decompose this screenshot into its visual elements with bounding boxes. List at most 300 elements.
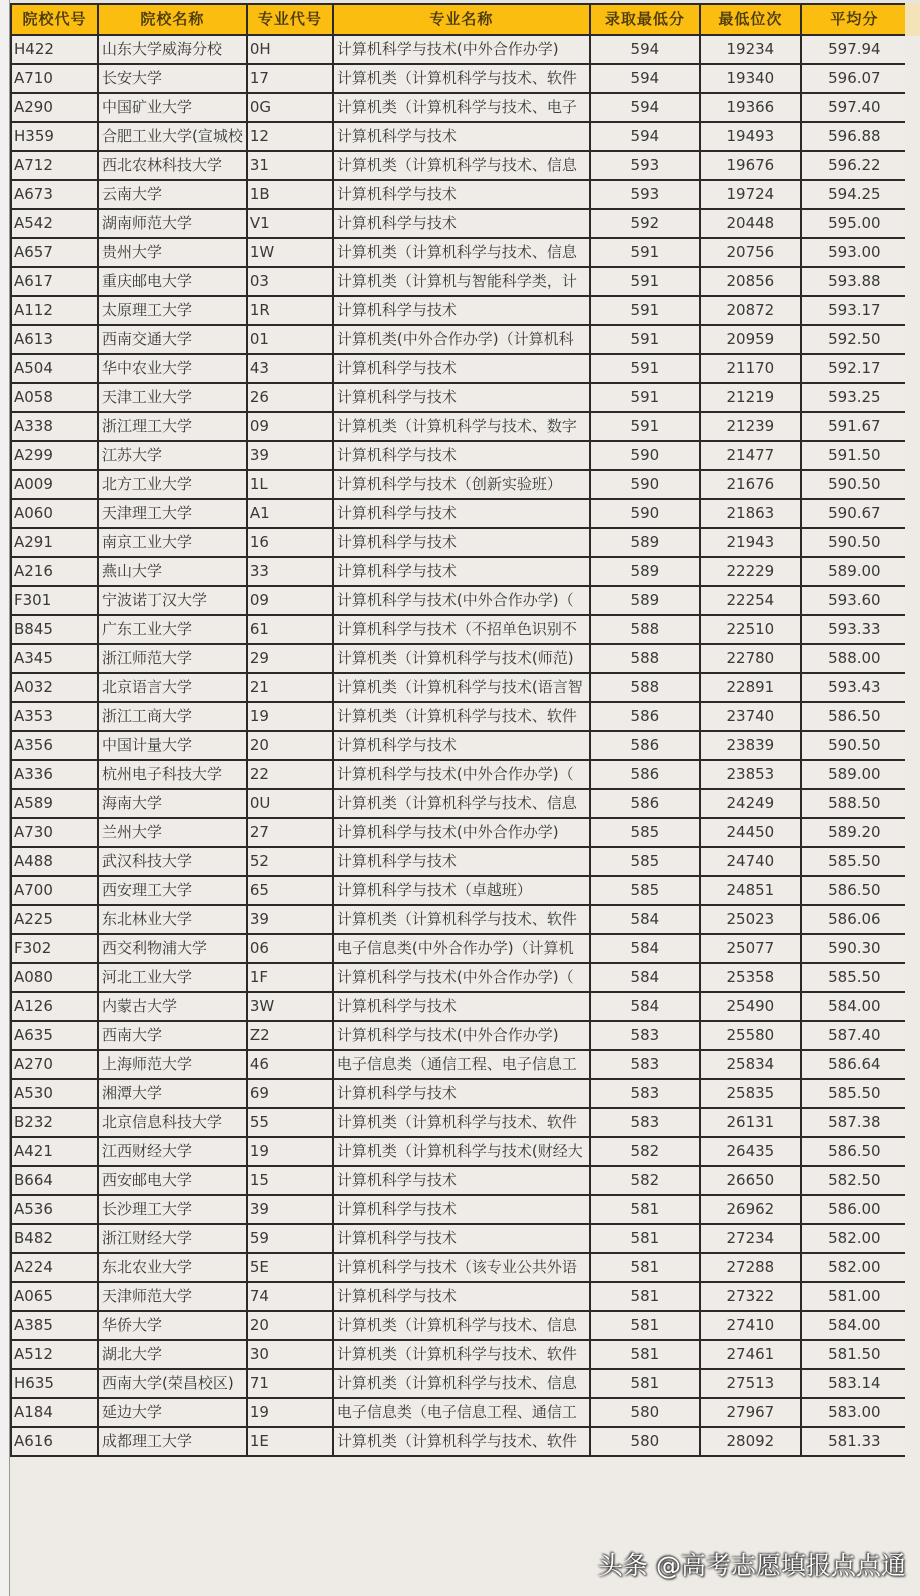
cell-major-name[interactable]: 计算机类（计算机与智能科学类，计 <box>333 267 590 296</box>
cell-school-code[interactable]: A421 <box>11 1137 98 1166</box>
cell-school-name[interactable]: 长安大学 <box>98 64 247 93</box>
cell-min-rank[interactable]: 25835 <box>700 1079 801 1108</box>
cell-school-code[interactable]: A060 <box>11 499 98 528</box>
cell-avg-score[interactable]: 584.00 <box>801 992 908 1021</box>
cell-school-name[interactable]: 华中农业大学 <box>98 354 247 383</box>
cell-major-name[interactable]: 计算机类（计算机科学与技术、信息 <box>333 151 590 180</box>
cell-school-name[interactable]: 北方工业大学 <box>98 470 247 499</box>
cell-school-code[interactable]: A290 <box>11 93 98 122</box>
cell-school-name[interactable]: 西南交通大学 <box>98 325 247 354</box>
cell-min-rank[interactable]: 22891 <box>700 673 801 702</box>
cell-min-score[interactable]: 594 <box>590 64 700 93</box>
cell-min-score[interactable]: 588 <box>590 615 700 644</box>
cell-min-rank[interactable]: 24249 <box>700 789 801 818</box>
cell-avg-score[interactable]: 594.25 <box>801 180 908 209</box>
cell-min-rank[interactable]: 27288 <box>700 1253 801 1282</box>
cell-avg-score[interactable]: 593.00 <box>801 238 908 267</box>
cell-major-code[interactable]: 39 <box>247 1195 333 1224</box>
cell-school-code[interactable]: A616 <box>11 1427 98 1456</box>
header-min-rank[interactable]: 最低位次 <box>700 4 801 35</box>
cell-school-name[interactable]: 宁波诺丁汉大学 <box>98 586 247 615</box>
cell-avg-score[interactable]: 593.60 <box>801 586 908 615</box>
cell-school-name[interactable]: 云南大学 <box>98 180 247 209</box>
cell-min-score[interactable]: 589 <box>590 557 700 586</box>
cell-school-name[interactable]: 湖南师范大学 <box>98 209 247 238</box>
cell-major-name[interactable]: 计算机科学与技术 <box>333 209 590 238</box>
cell-min-score[interactable]: 594 <box>590 93 700 122</box>
cell-avg-score[interactable]: 589.00 <box>801 557 908 586</box>
cell-min-rank[interactable]: 26131 <box>700 1108 801 1137</box>
cell-min-score[interactable]: 584 <box>590 992 700 1021</box>
header-school-name[interactable]: 院校名称 <box>98 4 247 35</box>
cell-school-code[interactable]: A530 <box>11 1079 98 1108</box>
cell-major-code[interactable]: 19 <box>247 1137 333 1166</box>
cell-avg-score[interactable]: 589.20 <box>801 818 908 847</box>
cell-min-score[interactable]: 590 <box>590 499 700 528</box>
cell-min-score[interactable]: 585 <box>590 818 700 847</box>
cell-min-score[interactable]: 590 <box>590 441 700 470</box>
cell-avg-score[interactable]: 590.67 <box>801 499 908 528</box>
cell-major-name[interactable]: 计算机科学与技术（不招单色识别不 <box>333 615 590 644</box>
cell-major-code[interactable]: 33 <box>247 557 333 586</box>
cell-min-rank[interactable]: 19366 <box>700 93 801 122</box>
cell-school-name[interactable]: 杭州电子科技大学 <box>98 760 247 789</box>
cell-school-name[interactable]: 西北农林科技大学 <box>98 151 247 180</box>
cell-avg-score[interactable]: 592.50 <box>801 325 908 354</box>
cell-min-score[interactable]: 594 <box>590 35 700 64</box>
cell-avg-score[interactable]: 581.33 <box>801 1427 908 1456</box>
cell-school-name[interactable]: 华侨大学 <box>98 1311 247 1340</box>
cell-major-name[interactable]: 计算机科学与技术 <box>333 847 590 876</box>
cell-major-name[interactable]: 计算机类（计算机科学与技术、数字 <box>333 412 590 441</box>
cell-avg-score[interactable]: 597.94 <box>801 35 908 64</box>
cell-min-rank[interactable]: 19676 <box>700 151 801 180</box>
cell-avg-score[interactable]: 596.88 <box>801 122 908 151</box>
cell-school-name[interactable]: 贵州大学 <box>98 238 247 267</box>
cell-major-code[interactable]: 1W <box>247 238 333 267</box>
cell-major-code[interactable]: V1 <box>247 209 333 238</box>
cell-major-code[interactable]: 30 <box>247 1340 333 1369</box>
cell-min-rank[interactable]: 19234 <box>700 35 801 64</box>
cell-school-name[interactable]: 西安理工大学 <box>98 876 247 905</box>
cell-min-rank[interactable]: 21477 <box>700 441 801 470</box>
cell-school-name[interactable]: 江西财经大学 <box>98 1137 247 1166</box>
cell-major-name[interactable]: 计算机类（计算机科学与技术、软件 <box>333 905 590 934</box>
cell-min-score[interactable]: 582 <box>590 1137 700 1166</box>
cell-major-name[interactable]: 计算机类（计算机科学与技术、软件 <box>333 1108 590 1137</box>
cell-avg-score[interactable]: 583.14 <box>801 1369 908 1398</box>
cell-school-name[interactable]: 上海师范大学 <box>98 1050 247 1079</box>
cell-major-code[interactable]: 52 <box>247 847 333 876</box>
cell-min-score[interactable]: 581 <box>590 1253 700 1282</box>
cell-school-name[interactable]: 湘潭大学 <box>98 1079 247 1108</box>
cell-avg-score[interactable]: 596.22 <box>801 151 908 180</box>
cell-school-code[interactable]: A345 <box>11 644 98 673</box>
cell-school-name[interactable]: 湖北大学 <box>98 1340 247 1369</box>
cell-min-rank[interactable]: 22254 <box>700 586 801 615</box>
cell-school-code[interactable]: F302 <box>11 934 98 963</box>
header-school-code[interactable]: 院校代号 <box>11 4 98 35</box>
cell-avg-score[interactable]: 587.38 <box>801 1108 908 1137</box>
cell-min-rank[interactable]: 20756 <box>700 238 801 267</box>
cell-major-code[interactable]: 46 <box>247 1050 333 1079</box>
cell-min-score[interactable]: 591 <box>590 296 700 325</box>
cell-major-name[interactable]: 计算机科学与技术 <box>333 992 590 1021</box>
cell-min-score[interactable]: 581 <box>590 1195 700 1224</box>
cell-school-code[interactable]: A710 <box>11 64 98 93</box>
cell-school-name[interactable]: 燕山大学 <box>98 557 247 586</box>
cell-school-name[interactable]: 西安邮电大学 <box>98 1166 247 1195</box>
cell-avg-score[interactable]: 590.50 <box>801 470 908 499</box>
cell-school-code[interactable]: A065 <box>11 1282 98 1311</box>
cell-major-name[interactable]: 计算机类（计算机科学与技术、软件 <box>333 1427 590 1456</box>
cell-school-name[interactable]: 天津师范大学 <box>98 1282 247 1311</box>
cell-major-code[interactable]: 20 <box>247 1311 333 1340</box>
cell-avg-score[interactable]: 587.40 <box>801 1021 908 1050</box>
cell-school-code[interactable]: A712 <box>11 151 98 180</box>
cell-major-code[interactable]: 71 <box>247 1369 333 1398</box>
cell-school-code[interactable]: A009 <box>11 470 98 499</box>
cell-major-code[interactable]: 06 <box>247 934 333 963</box>
cell-major-name[interactable]: 计算机科学与技术 <box>333 383 590 412</box>
cell-school-code[interactable]: A385 <box>11 1311 98 1340</box>
cell-school-code[interactable]: A184 <box>11 1398 98 1427</box>
cell-school-name[interactable]: 南京工业大学 <box>98 528 247 557</box>
cell-avg-score[interactable]: 593.25 <box>801 383 908 412</box>
cell-min-score[interactable]: 585 <box>590 876 700 905</box>
cell-school-code[interactable]: A299 <box>11 441 98 470</box>
cell-major-code[interactable]: 22 <box>247 760 333 789</box>
cell-min-score[interactable]: 591 <box>590 238 700 267</box>
cell-avg-score[interactable]: 584.00 <box>801 1311 908 1340</box>
cell-major-code[interactable]: 1E <box>247 1427 333 1456</box>
cell-major-code[interactable]: 5E <box>247 1253 333 1282</box>
cell-min-score[interactable]: 591 <box>590 325 700 354</box>
cell-min-rank[interactable]: 20872 <box>700 296 801 325</box>
cell-min-score[interactable]: 584 <box>590 934 700 963</box>
cell-min-score[interactable]: 591 <box>590 412 700 441</box>
cell-min-score[interactable]: 590 <box>590 470 700 499</box>
cell-school-name[interactable]: 北京语言大学 <box>98 673 247 702</box>
cell-school-code[interactable]: A353 <box>11 702 98 731</box>
cell-min-score[interactable]: 584 <box>590 905 700 934</box>
cell-min-rank[interactable]: 21863 <box>700 499 801 528</box>
cell-major-code[interactable]: 12 <box>247 122 333 151</box>
cell-min-score[interactable]: 586 <box>590 760 700 789</box>
cell-avg-score[interactable]: 590.50 <box>801 528 908 557</box>
cell-major-name[interactable]: 计算机科学与技术 <box>333 1282 590 1311</box>
cell-major-name[interactable]: 计算机科学与技术 <box>333 731 590 760</box>
cell-school-name[interactable]: 东北林业大学 <box>98 905 247 934</box>
cell-major-name[interactable]: 电子信息类（通信工程、电子信息工 <box>333 1050 590 1079</box>
cell-avg-score[interactable]: 597.40 <box>801 93 908 122</box>
cell-min-rank[interactable]: 27234 <box>700 1224 801 1253</box>
cell-major-name[interactable]: 计算机科学与技术 <box>333 354 590 383</box>
cell-major-code[interactable]: 20 <box>247 731 333 760</box>
cell-school-name[interactable]: 东北农业大学 <box>98 1253 247 1282</box>
cell-major-code[interactable]: 0U <box>247 789 333 818</box>
cell-min-rank[interactable]: 20448 <box>700 209 801 238</box>
cell-min-rank[interactable]: 23853 <box>700 760 801 789</box>
header-major-code[interactable]: 专业代号 <box>247 4 333 35</box>
cell-school-code[interactable]: A336 <box>11 760 98 789</box>
cell-min-score[interactable]: 581 <box>590 1224 700 1253</box>
cell-school-code[interactable]: A488 <box>11 847 98 876</box>
cell-school-name[interactable]: 天津理工大学 <box>98 499 247 528</box>
cell-major-code[interactable]: 09 <box>247 412 333 441</box>
cell-min-score[interactable]: 586 <box>590 789 700 818</box>
cell-major-code[interactable]: 31 <box>247 151 333 180</box>
cell-avg-score[interactable]: 581.00 <box>801 1282 908 1311</box>
cell-major-code[interactable]: 69 <box>247 1079 333 1108</box>
cell-avg-score[interactable]: 582.00 <box>801 1224 908 1253</box>
cell-avg-score[interactable]: 586.00 <box>801 1195 908 1224</box>
cell-min-score[interactable]: 583 <box>590 1079 700 1108</box>
cell-school-name[interactable]: 中国矿业大学 <box>98 93 247 122</box>
cell-school-code[interactable]: A589 <box>11 789 98 818</box>
cell-avg-score[interactable]: 583.00 <box>801 1398 908 1427</box>
cell-major-code[interactable]: A1 <box>247 499 333 528</box>
cell-school-code[interactable]: B232 <box>11 1108 98 1137</box>
cell-min-score[interactable]: 593 <box>590 151 700 180</box>
cell-major-name[interactable]: 计算机科学与技术（卓越班） <box>333 876 590 905</box>
cell-min-rank[interactable]: 27967 <box>700 1398 801 1427</box>
cell-major-code[interactable]: 19 <box>247 702 333 731</box>
cell-school-code[interactable]: B845 <box>11 615 98 644</box>
cell-major-code[interactable]: 43 <box>247 354 333 383</box>
cell-major-name[interactable]: 计算机科学与技术(中外合作办学)（ <box>333 760 590 789</box>
cell-min-rank[interactable]: 20856 <box>700 267 801 296</box>
cell-major-name[interactable]: 计算机科学与技术(中外合作办学) <box>333 818 590 847</box>
cell-major-name[interactable]: 计算机类（计算机科学与技术、信息 <box>333 1369 590 1398</box>
cell-avg-score[interactable]: 586.50 <box>801 1137 908 1166</box>
cell-avg-score[interactable]: 586.64 <box>801 1050 908 1079</box>
cell-avg-score[interactable]: 582.00 <box>801 1253 908 1282</box>
cell-avg-score[interactable]: 592.17 <box>801 354 908 383</box>
cell-min-rank[interactable]: 21943 <box>700 528 801 557</box>
cell-major-name[interactable]: 计算机类(中外合作办学)（计算机科 <box>333 325 590 354</box>
cell-major-name[interactable]: 计算机科学与技术 <box>333 296 590 325</box>
cell-major-name[interactable]: 计算机科学与技术(中外合作办学) <box>333 1021 590 1050</box>
cell-school-name[interactable]: 山东大学威海分校 <box>98 35 247 64</box>
cell-min-score[interactable]: 583 <box>590 1050 700 1079</box>
cell-major-code[interactable]: 0H <box>247 35 333 64</box>
cell-min-rank[interactable]: 19340 <box>700 64 801 93</box>
cell-min-rank[interactable]: 24851 <box>700 876 801 905</box>
cell-min-rank[interactable]: 25077 <box>700 934 801 963</box>
cell-school-code[interactable]: A058 <box>11 383 98 412</box>
cell-major-name[interactable]: 计算机科学与技术(中外合作办学)（ <box>333 963 590 992</box>
cell-major-code[interactable]: 19 <box>247 1398 333 1427</box>
cell-min-score[interactable]: 592 <box>590 209 700 238</box>
cell-school-code[interactable]: H422 <box>11 35 98 64</box>
cell-school-name[interactable]: 河北工业大学 <box>98 963 247 992</box>
cell-avg-score[interactable]: 590.30 <box>801 934 908 963</box>
cell-avg-score[interactable]: 593.43 <box>801 673 908 702</box>
cell-min-rank[interactable]: 22229 <box>700 557 801 586</box>
cell-min-rank[interactable]: 25580 <box>700 1021 801 1050</box>
cell-school-name[interactable]: 太原理工大学 <box>98 296 247 325</box>
cell-school-name[interactable]: 西南大学 <box>98 1021 247 1050</box>
cell-avg-score[interactable]: 589.00 <box>801 760 908 789</box>
cell-major-code[interactable]: 39 <box>247 441 333 470</box>
cell-major-name[interactable]: 计算机类（计算机科学与技术、信息 <box>333 238 590 267</box>
cell-school-code[interactable]: A700 <box>11 876 98 905</box>
cell-major-code[interactable]: 55 <box>247 1108 333 1137</box>
cell-avg-score[interactable]: 591.67 <box>801 412 908 441</box>
cell-school-name[interactable]: 浙江财经大学 <box>98 1224 247 1253</box>
cell-min-rank[interactable]: 27513 <box>700 1369 801 1398</box>
cell-min-rank[interactable]: 21170 <box>700 354 801 383</box>
cell-avg-score[interactable]: 591.50 <box>801 441 908 470</box>
cell-school-code[interactable]: A657 <box>11 238 98 267</box>
cell-school-name[interactable]: 长沙理工大学 <box>98 1195 247 1224</box>
cell-school-code[interactable]: A617 <box>11 267 98 296</box>
cell-school-code[interactable]: A225 <box>11 905 98 934</box>
cell-min-score[interactable]: 591 <box>590 354 700 383</box>
cell-major-code[interactable]: 17 <box>247 64 333 93</box>
cell-min-score[interactable]: 586 <box>590 731 700 760</box>
cell-school-name[interactable]: 重庆邮电大学 <box>98 267 247 296</box>
cell-major-code[interactable]: 01 <box>247 325 333 354</box>
cell-major-name[interactable]: 计算机科学与技术(中外合作办学) <box>333 35 590 64</box>
cell-school-code[interactable]: A216 <box>11 557 98 586</box>
cell-major-name[interactable]: 计算机类（计算机科学与技术、软件 <box>333 64 590 93</box>
cell-major-code[interactable]: 1B <box>247 180 333 209</box>
cell-school-code[interactable]: H359 <box>11 122 98 151</box>
cell-major-name[interactable]: 计算机科学与技术(中外合作办学)（ <box>333 586 590 615</box>
cell-school-code[interactable]: A536 <box>11 1195 98 1224</box>
cell-avg-score[interactable]: 585.50 <box>801 963 908 992</box>
cell-min-rank[interactable]: 23740 <box>700 702 801 731</box>
cell-major-code[interactable]: 3W <box>247 992 333 1021</box>
cell-min-rank[interactable]: 23839 <box>700 731 801 760</box>
cell-min-rank[interactable]: 26435 <box>700 1137 801 1166</box>
cell-min-score[interactable]: 581 <box>590 1369 700 1398</box>
cell-avg-score[interactable]: 582.50 <box>801 1166 908 1195</box>
cell-major-name[interactable]: 计算机类（计算机科学与技术(语言智 <box>333 673 590 702</box>
cell-school-code[interactable]: A504 <box>11 354 98 383</box>
cell-min-rank[interactable]: 21676 <box>700 470 801 499</box>
cell-min-score[interactable]: 584 <box>590 963 700 992</box>
cell-min-rank[interactable]: 21219 <box>700 383 801 412</box>
cell-major-name[interactable]: 计算机科学与技术 <box>333 1079 590 1108</box>
cell-major-code[interactable]: 1L <box>247 470 333 499</box>
cell-school-name[interactable]: 中国计量大学 <box>98 731 247 760</box>
cell-avg-score[interactable]: 590.50 <box>801 731 908 760</box>
cell-major-name[interactable]: 计算机类（计算机科学与技术(师范) <box>333 644 590 673</box>
cell-major-code[interactable]: 59 <box>247 1224 333 1253</box>
cell-school-name[interactable]: 天津工业大学 <box>98 383 247 412</box>
cell-school-name[interactable]: 海南大学 <box>98 789 247 818</box>
cell-school-name[interactable]: 成都理工大学 <box>98 1427 247 1456</box>
cell-major-name[interactable]: 计算机科学与技术 <box>333 499 590 528</box>
cell-major-code[interactable]: 29 <box>247 644 333 673</box>
cell-school-name[interactable]: 合肥工业大学(宣城校 <box>98 122 247 151</box>
cell-min-rank[interactable]: 21239 <box>700 412 801 441</box>
cell-major-code[interactable]: 26 <box>247 383 333 412</box>
cell-min-score[interactable]: 582 <box>590 1166 700 1195</box>
cell-school-name[interactable]: 广东工业大学 <box>98 615 247 644</box>
cell-min-rank[interactable]: 24740 <box>700 847 801 876</box>
cell-avg-score[interactable]: 595.00 <box>801 209 908 238</box>
cell-min-rank[interactable]: 26650 <box>700 1166 801 1195</box>
cell-major-code[interactable]: 1F <box>247 963 333 992</box>
cell-school-code[interactable]: A126 <box>11 992 98 1021</box>
cell-avg-score[interactable]: 586.50 <box>801 876 908 905</box>
cell-min-score[interactable]: 589 <box>590 528 700 557</box>
cell-major-name[interactable]: 计算机科学与技术 <box>333 180 590 209</box>
cell-avg-score[interactable]: 593.88 <box>801 267 908 296</box>
cell-avg-score[interactable]: 588.00 <box>801 644 908 673</box>
header-min-score[interactable]: 录取最低分 <box>590 4 700 35</box>
cell-min-rank[interactable]: 25358 <box>700 963 801 992</box>
cell-min-score[interactable]: 591 <box>590 267 700 296</box>
cell-min-rank[interactable]: 25490 <box>700 992 801 1021</box>
cell-min-score[interactable]: 581 <box>590 1311 700 1340</box>
cell-min-score[interactable]: 594 <box>590 122 700 151</box>
cell-min-rank[interactable]: 28092 <box>700 1427 801 1456</box>
cell-min-score[interactable]: 583 <box>590 1108 700 1137</box>
cell-school-name[interactable]: 西交利物浦大学 <box>98 934 247 963</box>
cell-major-code[interactable]: 03 <box>247 267 333 296</box>
cell-min-score[interactable]: 589 <box>590 586 700 615</box>
cell-major-name[interactable]: 计算机科学与技术 <box>333 528 590 557</box>
cell-major-code[interactable]: 09 <box>247 586 333 615</box>
cell-school-name[interactable]: 延边大学 <box>98 1398 247 1427</box>
cell-school-code[interactable]: A291 <box>11 528 98 557</box>
cell-min-score[interactable]: 586 <box>590 702 700 731</box>
cell-major-code[interactable]: 0G <box>247 93 333 122</box>
cell-major-code[interactable]: 21 <box>247 673 333 702</box>
cell-school-code[interactable]: A673 <box>11 180 98 209</box>
cell-major-code[interactable]: 74 <box>247 1282 333 1311</box>
cell-school-code[interactable]: A512 <box>11 1340 98 1369</box>
cell-major-name[interactable]: 计算机科学与技术 <box>333 1166 590 1195</box>
cell-major-code[interactable]: 65 <box>247 876 333 905</box>
cell-min-rank[interactable]: 27410 <box>700 1311 801 1340</box>
header-avg-score[interactable]: 平均分 <box>801 4 908 35</box>
cell-school-code[interactable]: A270 <box>11 1050 98 1079</box>
cell-school-code[interactable]: B664 <box>11 1166 98 1195</box>
cell-min-score[interactable]: 580 <box>590 1427 700 1456</box>
cell-min-score[interactable]: 581 <box>590 1340 700 1369</box>
cell-major-code[interactable]: 39 <box>247 905 333 934</box>
header-major-name[interactable]: 专业名称 <box>333 4 590 35</box>
cell-major-name[interactable]: 计算机科学与技术 <box>333 441 590 470</box>
cell-avg-score[interactable]: 593.33 <box>801 615 908 644</box>
cell-min-score[interactable]: 591 <box>590 383 700 412</box>
cell-major-code[interactable]: 15 <box>247 1166 333 1195</box>
cell-major-name[interactable]: 电子信息类（电子信息工程、通信工 <box>333 1398 590 1427</box>
cell-min-rank[interactable]: 25023 <box>700 905 801 934</box>
cell-min-score[interactable]: 583 <box>590 1021 700 1050</box>
cell-min-rank[interactable]: 27322 <box>700 1282 801 1311</box>
cell-school-code[interactable]: A338 <box>11 412 98 441</box>
cell-avg-score[interactable]: 588.50 <box>801 789 908 818</box>
cell-major-name[interactable]: 计算机类（计算机科学与技术、软件 <box>333 1340 590 1369</box>
cell-major-name[interactable]: 计算机类（计算机科学与技术、信息 <box>333 789 590 818</box>
cell-school-name[interactable]: 浙江工商大学 <box>98 702 247 731</box>
cell-min-rank[interactable]: 22510 <box>700 615 801 644</box>
cell-major-name[interactable]: 计算机类（计算机科学与技术、电子 <box>333 93 590 122</box>
cell-school-code[interactable]: F301 <box>11 586 98 615</box>
cell-avg-score[interactable]: 586.50 <box>801 702 908 731</box>
cell-avg-score[interactable]: 596.07 <box>801 64 908 93</box>
cell-school-name[interactable]: 浙江师范大学 <box>98 644 247 673</box>
cell-major-name[interactable]: 计算机类（计算机科学与技术、信息 <box>333 1311 590 1340</box>
cell-school-name[interactable]: 浙江理工大学 <box>98 412 247 441</box>
